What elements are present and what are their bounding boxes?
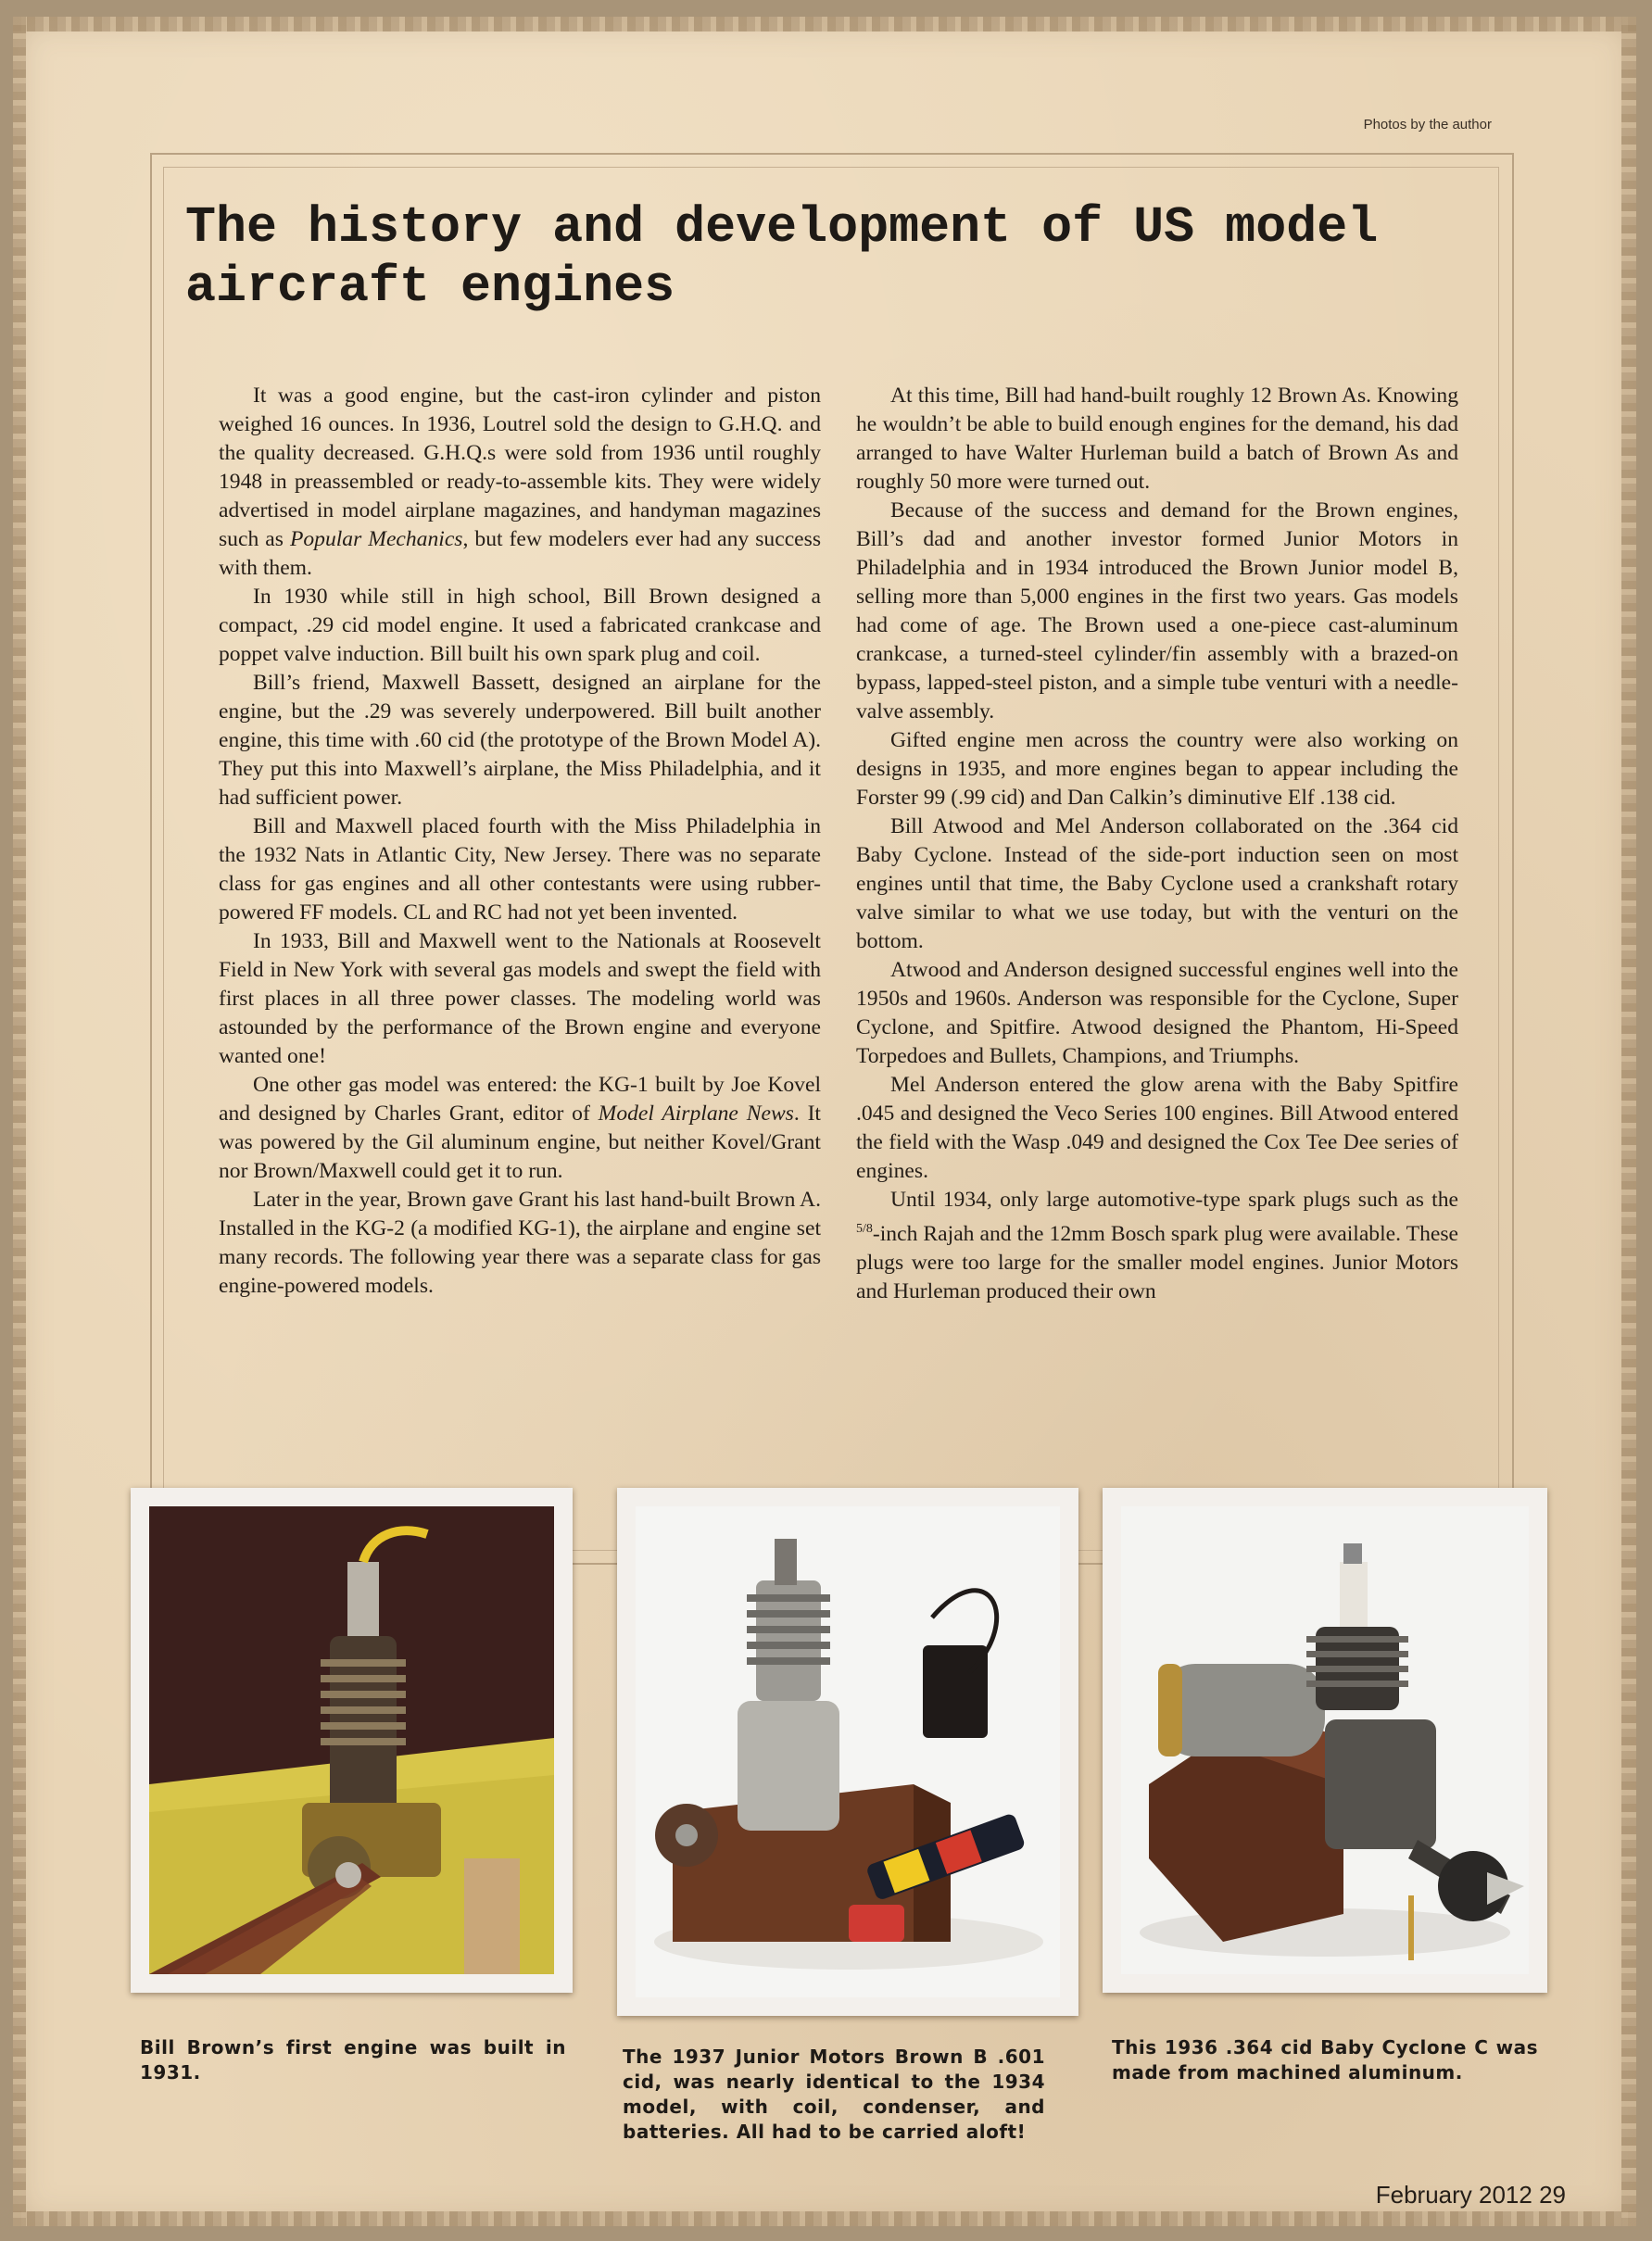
article-title: The history and development of US model aircraft engines xyxy=(185,198,1379,316)
photo-baby-cyclone xyxy=(1121,1506,1529,1974)
paragraph: Bill’s friend, Maxwell Bassett, designed an airplane for the engine, but the .29 was severely underpowered. Bill built another engine, this time with .60 cid (the prototype of the Brown Model A). They put this into Maxwell’s airplane, the Miss Philadelphia, and it had sufficient power. xyxy=(219,671,821,810)
photo-credit: Photos by the author xyxy=(1363,117,1492,132)
photo-engine-1931 xyxy=(149,1506,554,1974)
paragraph: Bill Atwood and Mel Anderson collaborated on the .364 cid Baby Cyclone. Instead of the side-port induction seen on most engines until that time, the Baby Cyclone used a crankshaft rotary valve similar to what we use today, but with the venturi on the bottom. xyxy=(856,814,1458,953)
paragraph: Until 1934, only large automotive-type spark plugs such as the $^{5/8}$-inch Rajah and the 12mm Bosch spark plug were available. These plugs were too large for the smaller model engines. Junior Motors and Hurleman produced their own xyxy=(856,1188,1458,1303)
torn-edge-left xyxy=(13,17,26,2226)
paragraph: It was a good engine, but the cast-iron cylinder and piston weighed 16 ounces. In 1936, Loutrel sold the design to G.H.Q. and the quality decreased. G.H.Q.s were sold from 1936 until roughly 1948 in preassembled or ready-to-assemble kits. They were widely advertised in model airplane magazines, and handyman magazines such as Popular Mechanics, but few modelers ever had any success with them. xyxy=(219,384,821,580)
caption-photo-1: Bill Brown’s first engine was built in 1931. xyxy=(140,2036,566,2084)
paragraph: Gifted engine men across the country were also working on designs in 1935, and more engines began to appear including the Forster 99 (.99 cid) and Dan Calkin’s diminutive Elf .138 cid. xyxy=(856,728,1458,810)
paragraph: Mel Anderson entered the glow arena with the Baby Spitfire .045 and designed the Veco Series 100 engines. Bill Atwood entered the field with the Wasp .049 and designed the Cox Tee Dee series of engines. xyxy=(856,1073,1458,1183)
photo-brown-b xyxy=(636,1506,1060,1997)
caption-photo-2: The 1937 Junior Motors Brown B .601 cid, was nearly identical to the 1934 model, with coil, condenser, and batteries. All had to be carried aloft! xyxy=(623,2046,1045,2143)
paragraph: In 1933, Bill and Maxwell went to the Nationals at Roosevelt Field in New York with several gas models and swept the field with first places in all three power classes. The modeling world was astounded by the performance of the Brown engine and everyone wanted one! xyxy=(219,929,821,1068)
photo-frame-baby-cyclone xyxy=(1103,1488,1547,1993)
paragraph: In 1930 while still in high school, Bill Brown designed a compact, .29 cid model engine. It used a fabricated crankcase and poppet valve induction. Bill built his own spark plug and coil. xyxy=(219,585,821,666)
paragraph: At this time, Bill had hand-built roughly 12 Brown As. Knowing he wouldn’t be able to build enough engines for the demand, his dad arranged to have Walter Hurleman build a batch of Brown As and roughly 50 more were turned out. xyxy=(856,384,1458,494)
page-folio: February 2012 29 xyxy=(1375,2181,1566,2209)
paragraph: One other gas model was entered: the KG-1 built by Joe Kovel and designed by Charles Grant, editor of Model Airplane News. It was powered by the Gil aluminum engine, but neither Kovel/Grant nor Brown/Maxwell could get it to run. xyxy=(219,1073,821,1183)
paragraph: Bill and Maxwell placed fourth with the Miss Philadelphia in the 1932 Nats in Atlantic City, New Jersey. There was no separate class for gas engines and all other contestants were using rubber-powered FF models. CL and RC had not yet been invented. xyxy=(219,814,821,925)
photo-frame-brown-b xyxy=(617,1488,1078,2016)
left-column xyxy=(219,382,821,1301)
photo-frame-1931-engine xyxy=(131,1488,573,1993)
torn-edge-top xyxy=(13,17,1636,31)
caption-photo-3: This 1936 .364 cid Baby Cyclone C was made from machined aluminum. xyxy=(1112,2036,1538,2084)
paragraph: Later in the year, Brown gave Grant his last hand-built Brown A. Installed in the KG-2 (a modified KG-1), the airplane and engine set many records. The following year there was a separate class for gas engine-powered models. xyxy=(219,1188,821,1298)
torn-edge-right xyxy=(1621,17,1636,2226)
paragraph: Atwood and Anderson designed successful engines well into the 1950s and 1960s. Anderson was responsible for the Cyclone, Super Cyclone, and Spitfire. Atwood designed the Phantom, Hi-Speed Torpedoes and Bullets, Champions, and Triumphs. xyxy=(856,958,1458,1068)
torn-edge-bottom xyxy=(13,2211,1636,2226)
right-column xyxy=(856,382,1458,1306)
paragraph: Because of the success and demand for the Brown engines, Bill’s dad and another investor formed Junior Motors in Philadelphia and in 1934 introduced the Brown Junior model B, selling more than 5,000 engines in the first two years. Gas models had come of age. The Brown used a one-piece cast-aluminum crankcase, a turned-steel cylinder/fin assembly with a brazed-on bypass, lapped-steel piston, and a simple tube venturi with a needle-valve assembly. xyxy=(856,498,1458,724)
